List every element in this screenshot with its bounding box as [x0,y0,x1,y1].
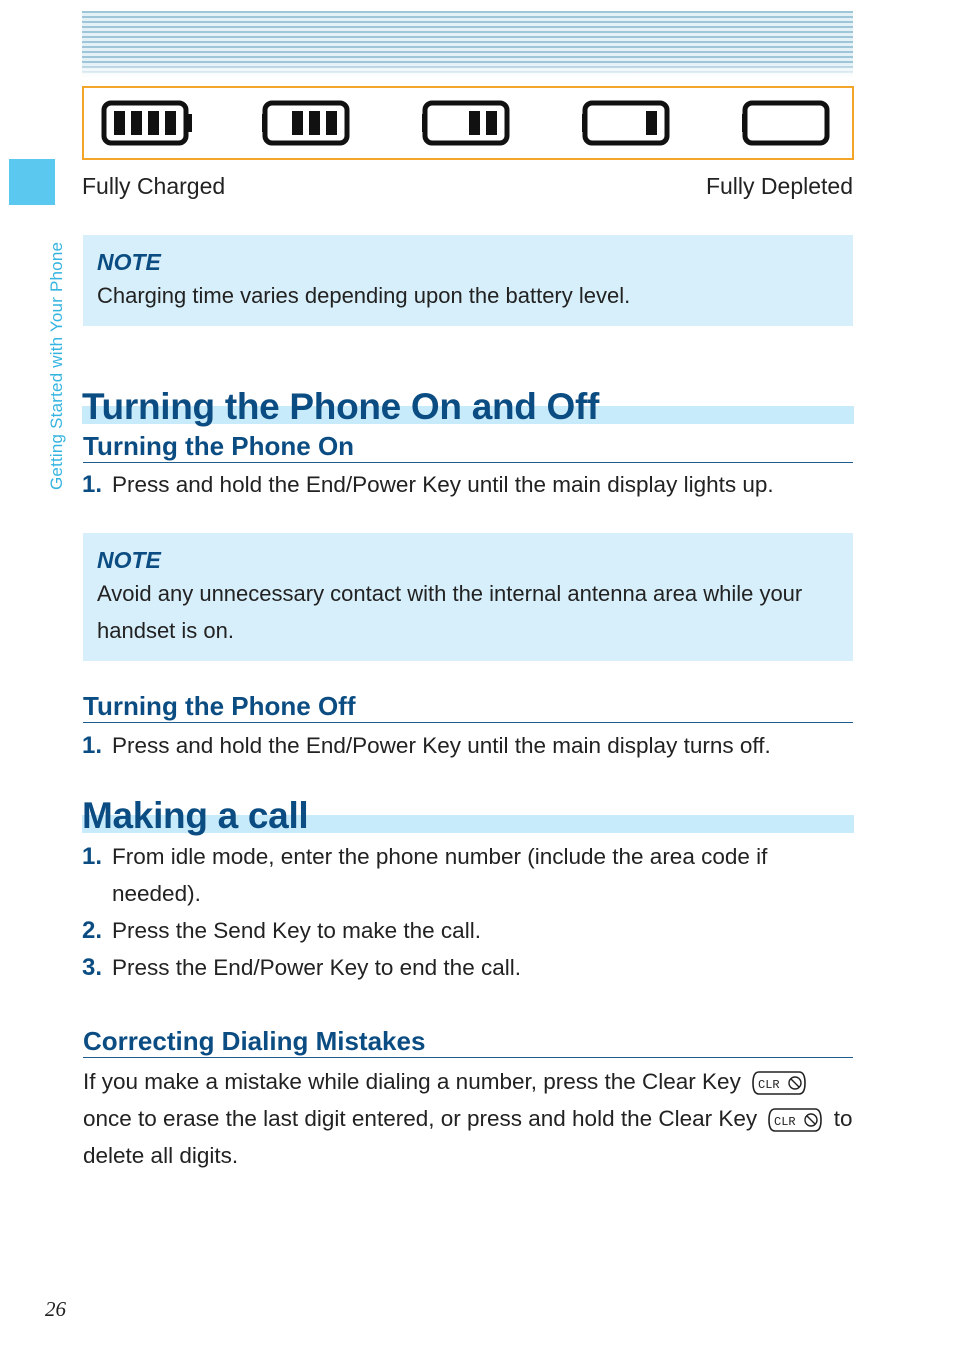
note-title: NOTE [97,547,161,573]
section-title-on-off: Turning the Phone On and Off [82,384,854,430]
subsection-title-correcting: Correcting Dialing Mistakes [83,1026,853,1058]
battery-half-icon [422,100,514,146]
list-item: 2. Press the Send Key to make the call. [82,917,481,944]
list-item: 1. From idle mode, enter the phone number (include the area code if needed). [82,843,768,906]
section-title-making-call: Making a call [82,793,854,839]
decorative-header-stripes [82,11,853,77]
page-number: 26 [45,1297,66,1321]
clear-key-icon [767,1107,823,1133]
note-title: NOTE [97,249,161,275]
correcting-paragraph: If you make a mistake while dialing a number, press the Clear Key CLR once to erase the last digit entered, or press and hold the Clear Key CLR to delete all digits. [83,1069,853,1168]
battery-empty-icon [742,100,834,146]
battery-three-quarter-icon [262,100,354,146]
battery-low-icon [582,100,674,146]
subsection-title-phone-off: Turning the Phone Off [83,691,853,723]
fully-depleted-label: Fully Depleted [705,173,853,199]
chapter-tab [9,159,55,205]
clear-key-icon [751,1070,807,1096]
note-antenna [83,533,853,661]
note-charging [83,235,853,326]
svg-text:CLR: CLR [758,1078,780,1093]
svg-text:CLR: CLR [774,1115,797,1130]
note-text: Avoid any unnecessary contact with the internal antenna area while your handset is on. [97,581,803,643]
list-item: 1. Press and hold the End/Power Key until the main display lights up. [82,471,774,498]
battery-level-strip [82,86,854,160]
battery-full-icon [101,100,193,146]
list-item: 1. Press and hold the End/Power Key until the main display turns off. [82,732,771,759]
fully-charged-label: Fully Charged [82,173,226,199]
note-text: Charging time varies depending upon the battery level. [97,283,631,308]
list-item: 3. Press the End/Power Key to end the call. [82,954,521,981]
chapter-label: Getting Started with Your Phone [47,241,66,490]
subsection-title-phone-on: Turning the Phone On [83,431,853,463]
